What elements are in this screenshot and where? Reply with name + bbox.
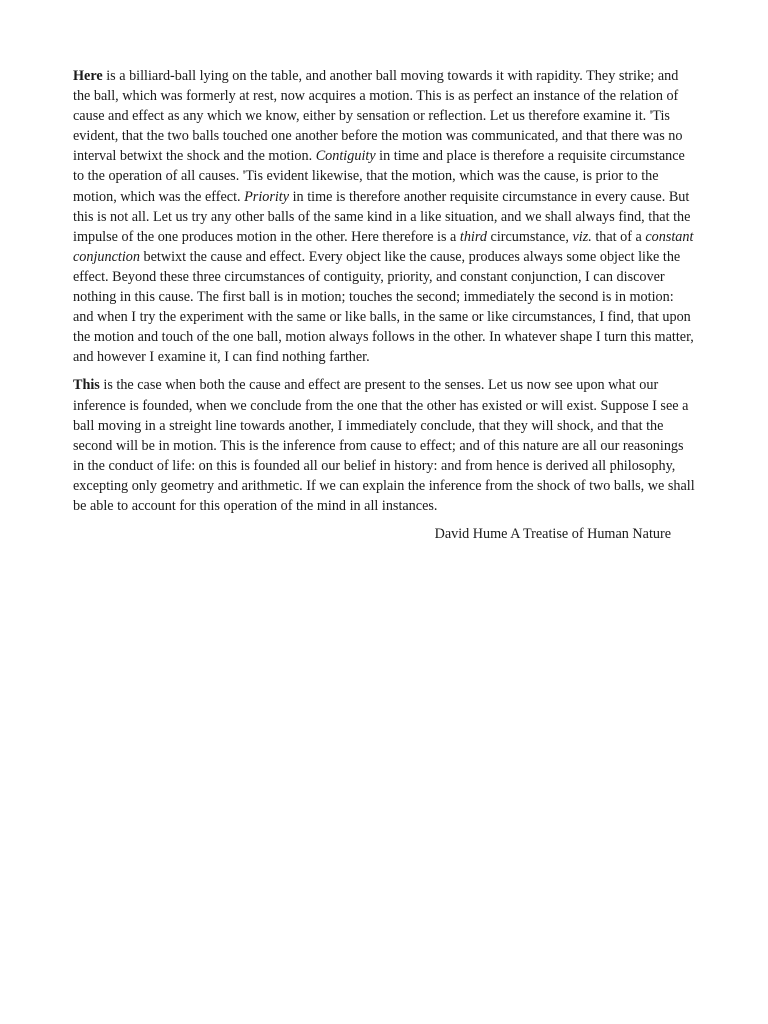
emphasis-third: third [459,228,487,245]
paragraph-2 [73,375,697,516]
text-run: is the case when both the cause and effect are present to the senses. Let us now see upon what our inference is founded, when we conclude from the one that the other has existed or will exist. Suppose I see a ball moving in a streight line towards another, I immediately conclude, that they will shock, and that the second will be in motion. This is the inference from cause to effect; and of this nature are all our reasonings in the conduct of life: on this is founded all our belief in history: and from hence is derived all philosophy, excepting only geometry and arithmetic. If we can explain the inference from the shock of two balls, we shall be able to account for this operation of the mind in all instances. [73,377,695,514]
text-run: in time and place is therefore a requisite circumstance to the operation of all causes. 'Tis evident likewise, that the motion, which was the cause, is prior to the motion, which was the effect. [73,148,685,205]
text-run: in time is therefore another requisite circumstance in every cause. But this is not all. Let us try any other balls of the same kind in a like situation, and we shall always find, that the impulse of the one produces motion in the other. Here therefore is a [73,188,691,245]
document-page [73,66,697,544]
paragraph-1 [73,66,697,367]
text-run: that of a [591,228,646,245]
lead-word: This [73,377,100,394]
text-run: circumstance, [486,228,573,245]
emphasis-priority: Priority [244,188,290,205]
attribution: David Hume A Treatise of Human Nature [434,526,671,543]
text-run: betwixt the cause and effect. Every object like the cause, produces always some object like the effect. Beyond these three circumstances of contiguity, priority, and constant conjunction, I can discover nothing in this cause. The first ball is in motion; touches the second; immediately the second is in motion: and when I try the experiment with the same or like balls, in the same or like circumstances, I find, that upon the motion and touch of the one ball, motion always follows in the other. In whatever shape I turn this matter, and however I examine it, I can find nothing farther. [73,248,694,366]
emphasis-constant-conjunction: constant conjunction [73,228,694,265]
emphasis-viz: viz. [572,228,592,245]
lead-word: Here [73,68,103,84]
emphasis-contiguity: Contiguity [315,148,376,165]
text-run: is a billiard-ball lying on the table, and another ball moving towards it with rapidity. They strike; and the ball, which was formerly at rest, now acquires a motion. This is as perfect an instance of the relation of cause and effect as any which we know, either by sensation or reflection. Let us therefore examine it. 'Tis evident, that the two balls touched one another before the motion was communicated, and that there was no interval betwixt the shock and the motion. [73,68,683,165]
